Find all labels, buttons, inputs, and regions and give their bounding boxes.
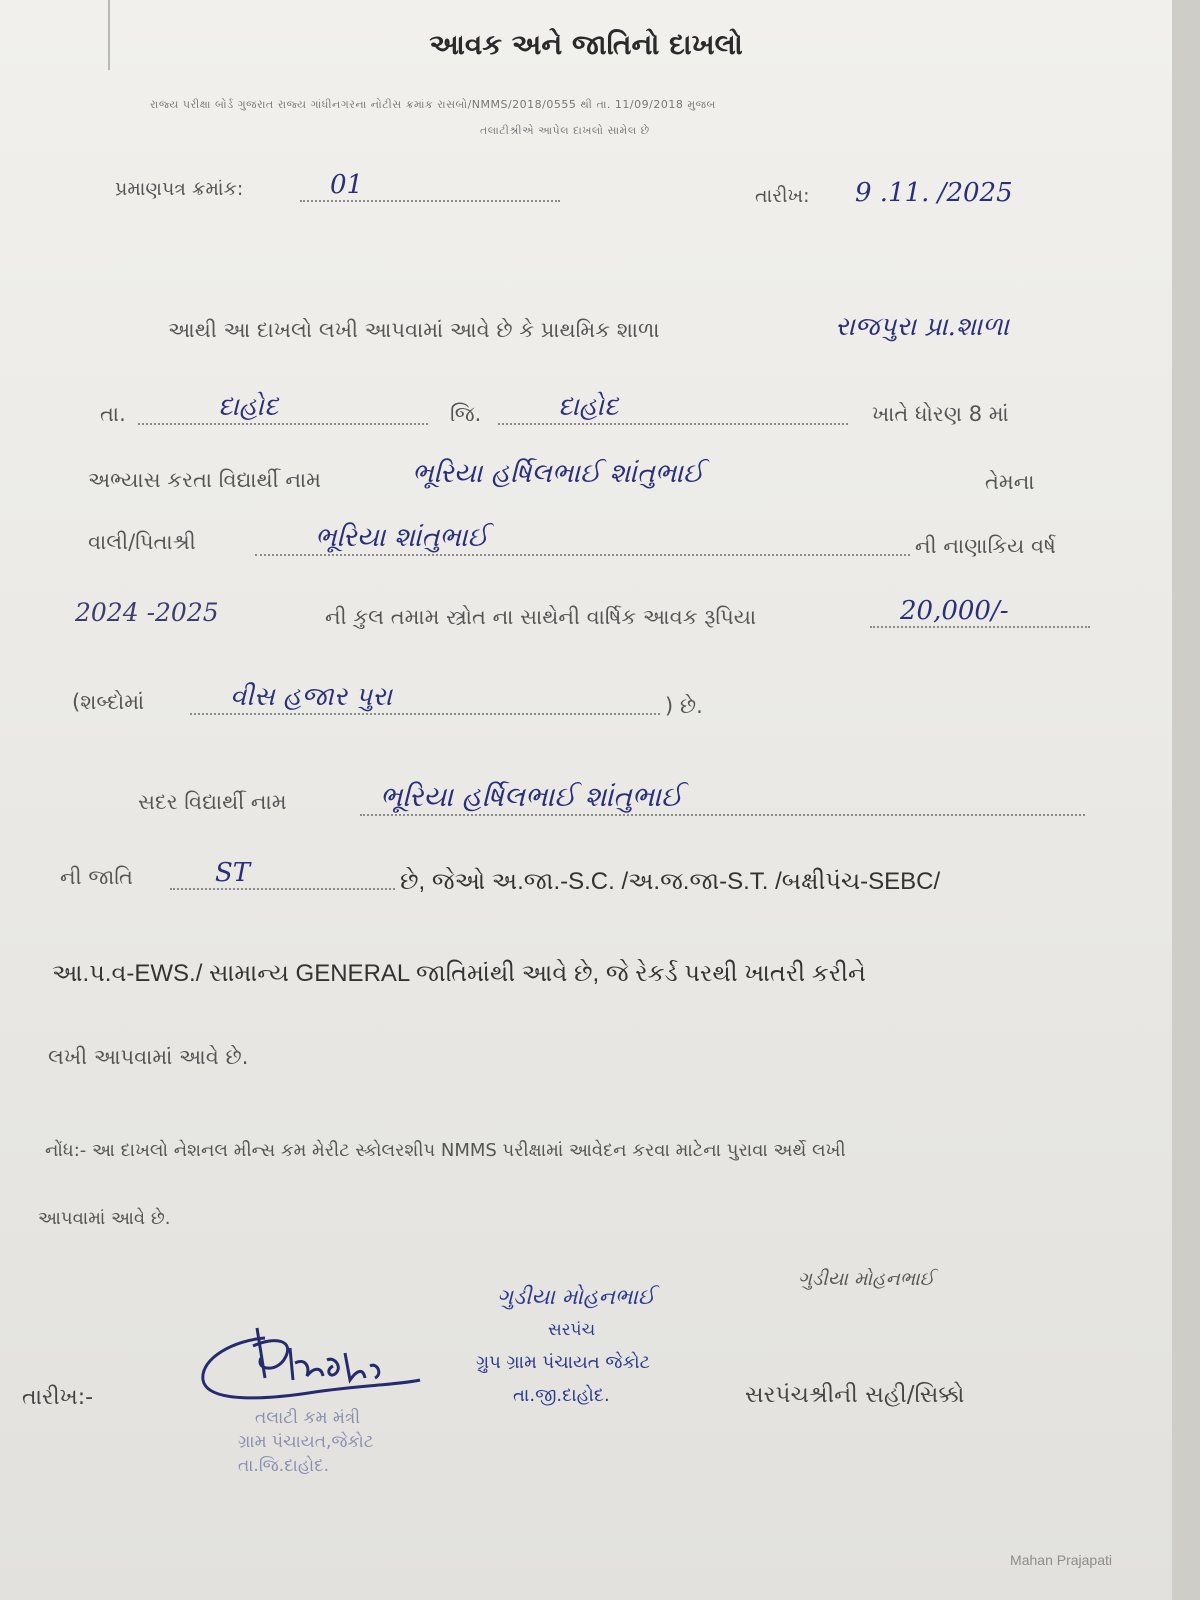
para1-intro: આથી આ દાખલો લખી આપવામાં આવે છે કે પ્રાથમિક શાળા xyxy=(168,318,660,342)
notice-reference-line1: રાજ્ય પરીક્ષા બોર્ડ ગુજરાત રાજ્ય ગાંધીનગરના નોટીસ ક્રમાંક રાસબો/NMMS/2018/0555 થી તા. 11/09/2018 મુજબ xyxy=(150,98,716,111)
date-label: તારીખ: xyxy=(755,185,810,207)
parent-name: ભૂરિયા શાંતુભાઈ xyxy=(255,522,910,556)
financial-year: 2024 -2025 xyxy=(75,598,219,627)
standard-text: ખાતે ધોરણ 8 માં xyxy=(872,402,1009,426)
sarpanch-stamp-location: તા.જી.દાહોદ. xyxy=(513,1385,610,1406)
school-name: રાજપુરા પ્રા.શાળા xyxy=(835,312,1009,342)
financial-year-label: ની નાણાકિય વર્ષ xyxy=(915,534,1056,558)
issued-statement: લખી આપવામાં આવે છે. xyxy=(48,1045,249,1069)
date-value: 9 .11. /2025 xyxy=(855,178,1013,208)
sarpanch-stamp-title: સરપંચ xyxy=(548,1320,596,1340)
sarpanch-handwritten-name: ગુડીયા મોહનભાઈ xyxy=(798,1268,935,1290)
talati-stamp-line3: તા.જિ.દાહોદ. xyxy=(238,1456,330,1476)
caste-categories: છે, જેઓ અ.જા.-S.C. /અ.જ.જા-S.T. /બક્ષીપંચ-SEBC/ xyxy=(400,868,941,895)
caste-label: ની જાતિ xyxy=(60,865,133,889)
cert-number-label: પ્રમાણપત્ર ક્રમાંક: xyxy=(115,178,244,200)
district-label: જિ. xyxy=(450,402,482,426)
notice-reference-line2: તલાટીશ્રીએ આપેલ દાખલો સામેલ છે xyxy=(480,124,650,137)
talati-stamp-line1: તલાટી કમ મંત્રી xyxy=(255,1408,361,1428)
cert-number-field xyxy=(300,170,560,202)
parent-label: વાલી/પિતાશ્રી xyxy=(88,530,196,554)
sarpanch-stamp-panchayat: ગ્રુપ ગ્રામ પંચાયત જેકોટ xyxy=(476,1352,651,1373)
words-end: ) છે. xyxy=(665,694,703,718)
student-name: ભૂરિયા હર્ષિલભાઈ શાંતુભાઈ xyxy=(412,458,704,489)
document-title: આવક અને જાતિનો દાખલો xyxy=(429,28,743,61)
talati-signature xyxy=(195,1318,435,1418)
note-line2: આપવામાં આવે છે. xyxy=(38,1208,171,1229)
words-label: (શબ્દોમાં xyxy=(72,690,145,714)
student-name-label-2: સદર વિદ્યાર્થી નામ xyxy=(138,790,287,814)
income-amount: 20,000/- xyxy=(870,596,1090,628)
note-line1: નોંધ:- આ દાખલો નેશનલ મીન્સ કમ મેરીટ સ્કોલરશીપ NMMS પરીક્ષામાં આવેદન કરવા માટેના પુરાવા અર્થે લખી xyxy=(45,1140,846,1161)
caste-categories-continued: આ.પ.વ-EWS./ સામાન્ય GENERAL જાતિમાંથી આવે છે, જે રેકર્ડ પરથી ખાતરી કરીને xyxy=(52,960,866,987)
district-value: દાહોદ xyxy=(498,392,848,425)
cert-number: 01 xyxy=(300,170,560,202)
sarpanch-sign-label: સરપંચશ્રીની સહી/સિક્કો xyxy=(745,1382,965,1408)
their-label: તેમના xyxy=(985,470,1035,494)
student-name-label: અભ્યાસ કરતા વિદ્યાર્થી નામ xyxy=(88,468,321,492)
student-name-2: ભૂરિયા હર્ષિલભાઈ શાંતુભાઈ xyxy=(360,780,1085,816)
income-label: ની કુલ તમામ સ્ત્રોત ના સાથેની વાર્ષિક આવક રૂપિયા xyxy=(325,605,757,629)
footer-date-label: તારીખ:- xyxy=(22,1385,94,1410)
taluka-value: દાહોદ xyxy=(138,392,428,425)
sarpanch-stamp-name: ગુડીયા મોહનભાઈ xyxy=(497,1285,655,1310)
caste-value: ST xyxy=(170,858,395,890)
watermark: Mahan Prajapati xyxy=(1010,1552,1112,1568)
talati-stamp-line2: ગ્રામ પંચાયત,જેકોટ xyxy=(238,1432,374,1452)
income-in-words: વીસ હજાર પુરા xyxy=(190,682,660,715)
taluka-label: તા. xyxy=(100,402,126,426)
